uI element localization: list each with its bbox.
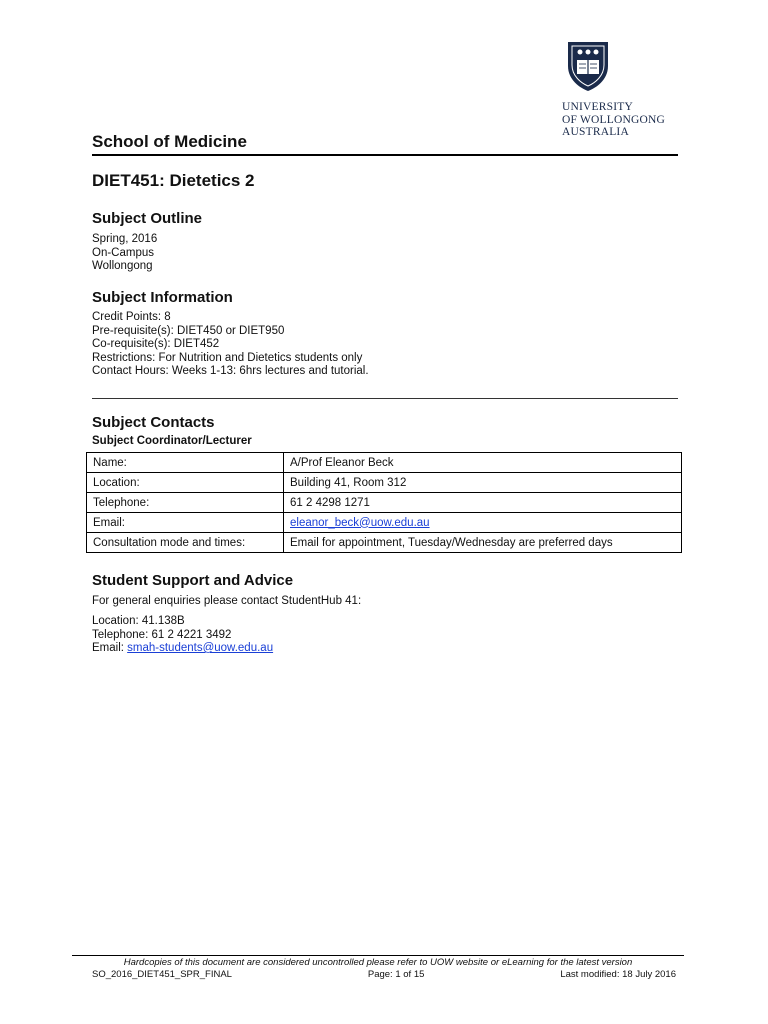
table-row [87,513,682,533]
support-email-line [92,642,273,656]
coordinator-email-link[interactable]: eleanor_beck@uow.edu.au [290,516,430,529]
table-row [87,533,682,553]
contact-value: Building 41, Room 312 [284,473,682,493]
contact-value: 61 2 4298 1271 [284,493,682,513]
support-intro: For general enquiries please contact StudentHub 41: [92,595,362,607]
table-row [87,493,682,513]
contact-label: Name: [87,453,284,473]
logo-line-australia: AUSTRALIA [562,126,629,138]
footer-note: Hardcopies of this document are considered uncontrolled please refer to UOW website or eLearning for the latest version [123,957,633,968]
info-prerequisites: Pre-requisite(s): DIET450 or DIET950 [92,324,285,337]
contact-value: A/Prof Eleanor Beck [284,453,682,473]
subject-title: DIET451: Dietetics 2 [92,171,255,190]
header-divider [92,154,678,156]
contact-label: Telephone: [87,493,284,513]
outline-mode: On-Campus [92,246,154,259]
logo-line-wollongong: OF WOLLONGONG [562,113,666,126]
section-divider [92,398,678,399]
support-telephone: Telephone: 61 2 4221 3492 [92,628,232,641]
subject-information-heading: Subject Information [92,289,233,306]
support-details [92,615,273,656]
info-credit-points: Credit Points: 8 [92,311,171,323]
contact-label: Location: [87,473,284,493]
contact-label: Consultation mode and times: [87,533,284,553]
university-logo [562,40,682,139]
footer-info [92,969,676,980]
support-email-link[interactable]: smah-students@uow.edu.au [127,642,274,654]
footer-divider [72,955,684,956]
info-corequisites: Co-requisite(s): DIET452 [92,338,220,350]
table-row [87,473,682,493]
outline-campus: Wollongong [92,260,153,272]
contact-value [284,513,682,533]
student-support-heading: Student Support and Advice [92,572,294,589]
footer-page-number: Page: 1 of 15 [367,969,425,980]
subject-outline-details [92,233,157,274]
contact-label: Email: [87,513,284,533]
university-crest-icon [566,40,610,92]
footer-doc-id: SO_2016_DIET451_SPR_FINAL [92,969,232,980]
school-title: School of Medicine [92,132,247,151]
support-location: Location: 41.138B [92,615,185,627]
info-restrictions: Restrictions: For Nutrition and Dietetics students only [92,351,363,364]
table-row [87,453,682,473]
info-contact-hours: Contact Hours: Weeks 1-13: 6hrs lectures and tutorial. [92,365,369,377]
contact-value: Email for appointment, Tuesday/Wednesday are preferred days [284,533,682,553]
subject-outline-heading: Subject Outline [92,210,203,227]
outline-session: Spring, 2016 [92,233,158,245]
coordinator-subheading: Subject Coordinator/Lecturer [92,435,252,447]
subject-information-details [92,311,369,379]
logo-line-university: UNIVERSITY [562,101,633,113]
subject-contacts-heading: Subject Contacts [92,414,215,431]
support-email-label: Email: [92,642,128,654]
contacts-table [86,452,682,553]
footer-last-modified: Last modified: 18 July 2016 [560,969,676,980]
